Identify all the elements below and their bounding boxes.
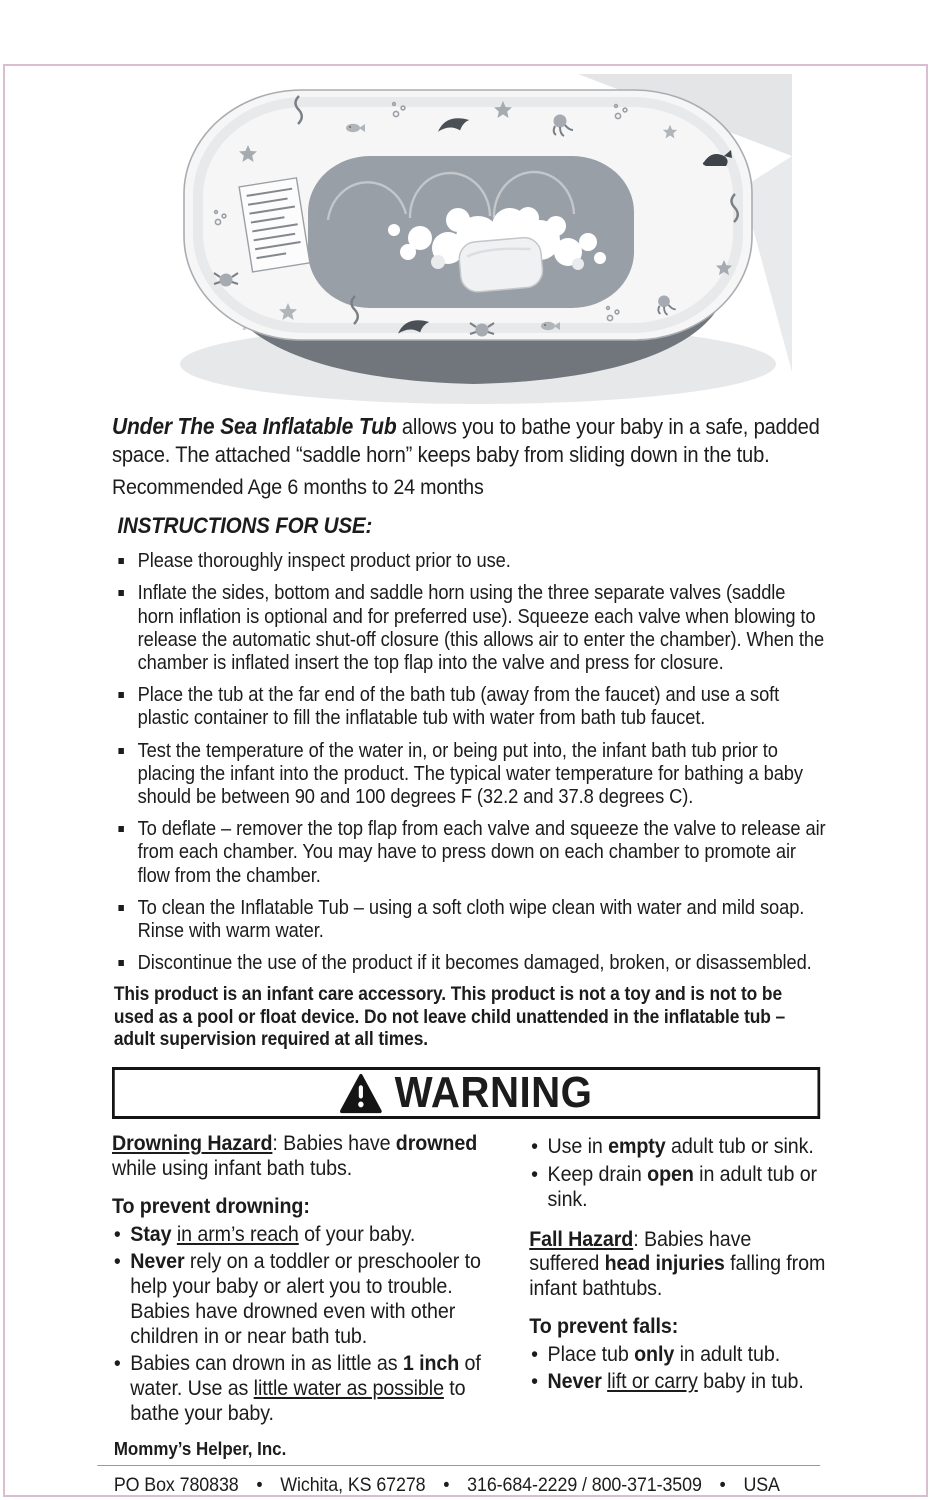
instructions-list <box>112 550 826 975</box>
instruction-item: Test the temperature of the water in, or being put into, the infant bath tub prior to placing the infant into the product. The typical water temperature for bathing a baby should be between 90 and 100 degrees F (32.2 and 37.8 degrees C). <box>112 740 826 810</box>
footer-divider <box>97 1465 820 1466</box>
instruction-item: Discontinue the use of the product if it becomes damaged, broken, or disassembled. <box>112 952 826 975</box>
tub-care-label <box>239 178 310 272</box>
prevent-falls-heading: To prevent falls: <box>529 1313 679 1338</box>
warning-box <box>112 1067 820 1119</box>
instructions-heading: INSTRUCTIONS FOR USE: <box>117 513 373 539</box>
warning-item: • Babies can drown in as little as 1 inch of water. Use as little water as possible to bathe your baby. <box>112 1351 507 1425</box>
prevent-drowning-list <box>112 1222 507 1426</box>
warning-item: • Keep drain open in adult tub or sink. <box>529 1162 825 1211</box>
instruction-item: To clean the Inflatable Tub – using a soft cloth wipe clean with water and mild soap. Rinse with warm water. <box>112 897 826 943</box>
warning-title: WARNING <box>394 1068 593 1118</box>
tub-use-list <box>529 1134 825 1211</box>
intro-paragraph: Under The Sea Inflatable Tub allows you to bathe your baby in a safe, padded space. The attached “saddle horn” keeps baby from sliding down in the tub. <box>112 413 820 467</box>
instruction-item: To deflate – remover the top flap from each valve and squeeze the valve to release air from each chamber. You may have to press down on each chamber to promote air flow from the chamber. <box>112 818 826 888</box>
drowning-hazard-text: Drowning Hazard: Babies have drowned while using infant bath tubs. <box>112 1131 478 1181</box>
warning-item: • Never rely on a toddler or preschooler to help your baby or alert you to trouble. Babies have drowned even with other children in or near bath tub. <box>112 1249 507 1348</box>
company-name: Mommy’s Helper, Inc. <box>113 1438 287 1460</box>
warning-item: • Never lift or carry baby in tub. <box>529 1369 825 1394</box>
footer <box>112 1438 826 1497</box>
warning-item: • Place tub only in adult tub. <box>529 1342 825 1367</box>
instruction-item: Inflate the sides, bottom and saddle horn using the three separate valves (saddle horn inflation is optional and for preferred use). Squeeze each valve when blowing to release the automatic shut-off closure (this allows air to enter the chamber). When the chamber is inflated insert the top flap into the valve and press for closure. <box>112 582 826 675</box>
prevent-falls-list <box>529 1342 825 1394</box>
text-content <box>112 412 826 1497</box>
drowning-hazard-column <box>112 1131 507 1428</box>
warning-triangle-icon <box>340 1073 382 1114</box>
prevent-drowning-heading: To prevent drowning: <box>112 1193 310 1218</box>
product-photo <box>148 72 792 410</box>
recommended-age: Recommended Age 6 months to 24 months <box>112 475 484 500</box>
company-address: PO Box 780838 • Wichita, KS 67278 • 316-684-2229 / 800-371-3509 • USA <box>113 1474 780 1497</box>
warning-columns <box>112 1131 826 1428</box>
fall-hazard-text: Fall Hazard: Babies have suffered head injuries falling from infant bathtubs. <box>529 1226 826 1301</box>
fall-hazard-column <box>529 1131 825 1428</box>
warning-item: • Stay in arm’s reach of your baby. <box>112 1222 507 1247</box>
instruction-item: Place the tub at the far end of the bath tub (away from the faucet) and use a soft plastic container to fill the inflatable tub with water from bath tub faucet. <box>112 684 826 730</box>
notice-paragraph: This product is an infant care accessory. This product is not a toy and is not to be used as a pool or float device. Do not leave child unattended in the inflatable tub – adult supervision required at all times. <box>113 984 786 1051</box>
warning-item: • Use in empty adult tub or sink. <box>529 1134 825 1159</box>
instruction-item: Please thoroughly inspect product prior to use. <box>112 550 826 573</box>
tub-illustration <box>148 72 792 410</box>
